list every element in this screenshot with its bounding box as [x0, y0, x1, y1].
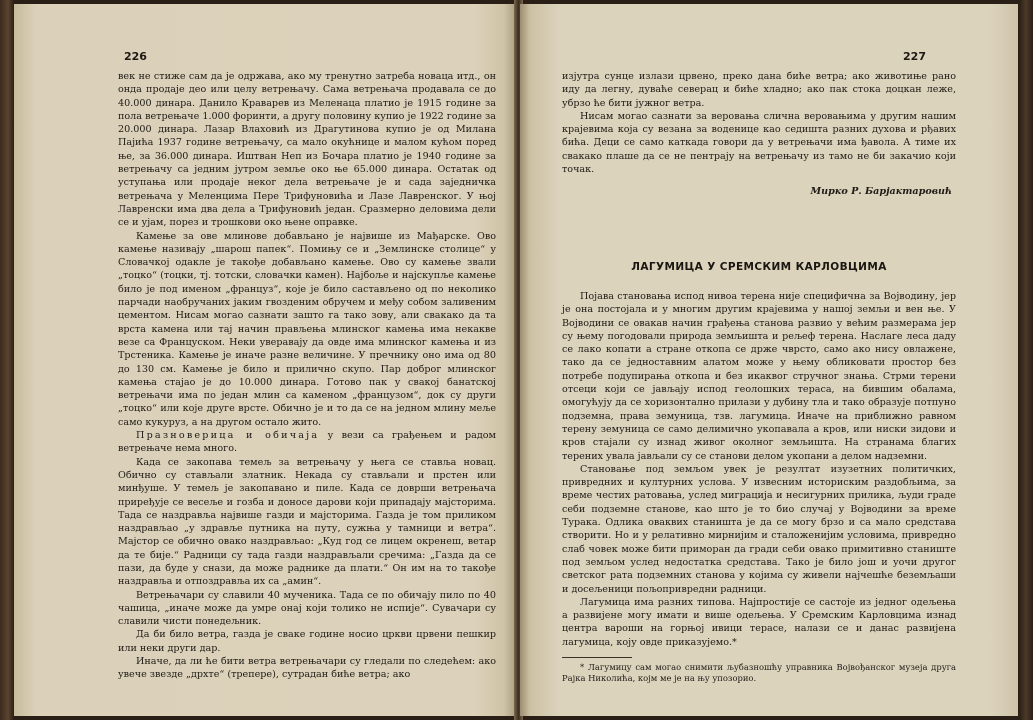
paragraph: Камење за ове млинове добављано је највише из Мађарске. Ово камење називају „шарош папек“. Помињу се и „Землинске столице“ у Словачкој одакле је такође добављано камење. Ово су камење звали „тоцко“ (тоцки, тј. тотски, словачки камен). Најбоље и најскупље камење било је под именом „француз“, које је било састављено од по неколико парчади наобручаних јаким гвозденим обручем и међу собом заливеним цементом. Нисам могао сазнати зашто га тако зову, али свакако да та врста камена или тај начин прављења млинског камења има некакве везе са Француском. Неки уверавају да овде има млинског камења и из Трстеника. Камење је иначе разне величине. У пречнику оно има од 80 до 130 см. Камење је било и прилично скупо. Пар доброг млинског камења стајао је до 10.000 динара. Готово пак у свакој банатској ветрењачи има по један млин са каменом „французом“, док су други „тоцко“ или које друге врсте. Обично је и то да се на једном млину меље само кукуруз, а на другом остало жито. — [118, 230, 496, 428]
paragraph: Да би било ветра, газда је сваке године носио цркви црвени пешкир или неки други дар. — [118, 629, 496, 654]
right-page — [520, 4, 1018, 716]
paragraph: изјутра сунце излази црвено, преко дана биће ветра; ако животиње рано иду да легну, дуваће северац и биће хладно; ако пак стока доцкан леже, убрзо ће бити јужног ветра. — [562, 71, 956, 109]
footnote-rule — [562, 657, 632, 658]
paragraph-rest: у вези са грађењем и радом ветрењаче нема много. — [118, 430, 496, 455]
footnote: * Лагумицу сам могао снимити љубазношћу управника Војвођанског музеја друга Рајка Николића, којм ме је на њу упозорио. — [562, 661, 956, 684]
paragraph: Иначе, да ли ће бити ветра ветрењачари су гледали по следећем: ако увече звезде „дрхте“ (трепере), сутрадан биће ветра; ако — [118, 656, 496, 681]
paragraph: Лагумица има разних типова. Најпростије се састоје из једног одељења а развијене могу имати и више одељења. У Сремским Карловцима изнад центра вароши на горњој ивици терасе, налази се и данас развијена лагумица, коју овде приказујемо.* — [562, 596, 956, 648]
paragraph — [118, 429, 496, 456]
paragraph: Појава становања испод нивоа терена није специфична за Војводину, јер је она постојала и у многим другим крајевима у нашој земљи и вен ње. У Војводини се овакав начин грађења станова развио у већим размерама јер су њему погодовали природа земљишта и рељеф терена. Наслаге леса даду се лако копати а стране откопа се држе чврсто, само ако нису овлажене, тако да се једноставним алатом може у њему обликовати простор без потребе подупирања откопа и без икаквог стручног знања. Стрми терени отсеци који се јављају испод геолошких тераса, на бившим обалама, омогућују да се хоризонтално прилази у дубину тла и тако образује потпуно подземна, права земуница, тзв. лагумица. Иначе на приближно равном терену земуница се само делимично укопавала а кров, или ниски зидови и кров стајали су изнад живог околног земљишта. На странама благих терених увала јављали су се станови делом укопани а делом надземни. — [562, 290, 956, 462]
paragraph: век не стиже сам да је одржава, ако му тренутно затреба новаца итд., он онда продаје део или целу ветрењачу. Сама ветрењача продавала се до 40.000 динара. Данило Краварев из Меленаца платио је 1915 године за пола ветрењаче 1.000 форинти, а другу половину купио је 1922 године за 20.000 динара. Лазар Влаховић из Драгутинова купио је од Милана Пајића 1937 године ветрењачу, са малo окућнице и малом кућом поред ње, за 36.000 динара. Иштван Неп из Бочара платио је 1940 године за ветрењачу са једним јутром земље око ње 65.000 динара. Остатак од уступања или продаје неког дела ветрењаче је и сада заједничка ветрењача у Меленцима Пере Трифуновића и Лазе Лавренског. У њој Лавренски има два дела а Трифуновић један. Сразмерно деловима дели се и ујам, порез и трошкови око њене оправке. — [118, 71, 496, 229]
paragraph: Ветрењачари су славили 40 мученика. Тада се по обичају пило по 40 чашица, „иначе може да умре онај који толико не испије“. Сувачари су славили чисти понедељник. — [118, 589, 496, 628]
spaced-phrase: Празноверица и обичаја — [136, 430, 320, 442]
paragraph: Нисам могао сазнати за веровања слична веровањима у другим нашим крајевима која су везана за воденице као седишта разних духова и рђавих бића. Деци се само каткада говори да у ветрењачи има ђавола. А тиме их свакако плаше да се не пентрају на ветрењачу из тамо не би закачио који точак. — [562, 110, 956, 176]
left-page-text — [118, 70, 496, 682]
left-page — [14, 4, 517, 716]
page-number: 226 — [124, 50, 147, 63]
author-signature: Мирко Р. Барјактаровић — [810, 186, 952, 198]
page-number: 227 — [903, 50, 926, 63]
right-page-text — [562, 70, 956, 684]
paragraph: Становање под земљом увек је резултат изузетних политичких, привредних и културних услова. У извесним историским раздобљима, за време честих ратовања, услед миграција и несигурних прилика, људи граде себи подземне станове, као што је то био случај у Војводини за време Турака. Одлика оваквих станишта је да се могу брзо и са мало средстава створити. Но и у релативно мирнијим и сталоженијим условима, привредно слаб човек може бити приморан да гради себи овако примитивно станиште под земљом услед недостатка средстава. Тако је било још и уочи другог светског рата подземних станова у којима су живели најчешће беземљаши и досељеници пољопривредни радници. — [562, 463, 956, 595]
paragraph: Када се закопава темељ за ветрењачу у њега се ставља новац. Обично су стављали златник. Некада су стављали и прстен или минђуше. У темељ је закопавано и пиле. Када се доврши ветрењача приређује се весеље и гозба и доносе дарови који припадају мајсторима. Тада се наздравља највише газди и мајсторима. Газда је том приликом наздрављао „у здравље путника на путу, сужња у тамници и ветра“. Мајстор се обично овако наздрављао: „Куд год се лицем окренеш, ветар да те бије.“ Радници су тада газди наздрављали сречима: „Газда да се пази, да буде у снази, да може раднике да плати.“ Он им на то такође наздравља и отпоздравља их са „амин“. — [118, 456, 496, 588]
article-heading: ЛАГУМИЦА У СРЕМСКИМ КАРЛОВЦИМА — [631, 260, 887, 273]
